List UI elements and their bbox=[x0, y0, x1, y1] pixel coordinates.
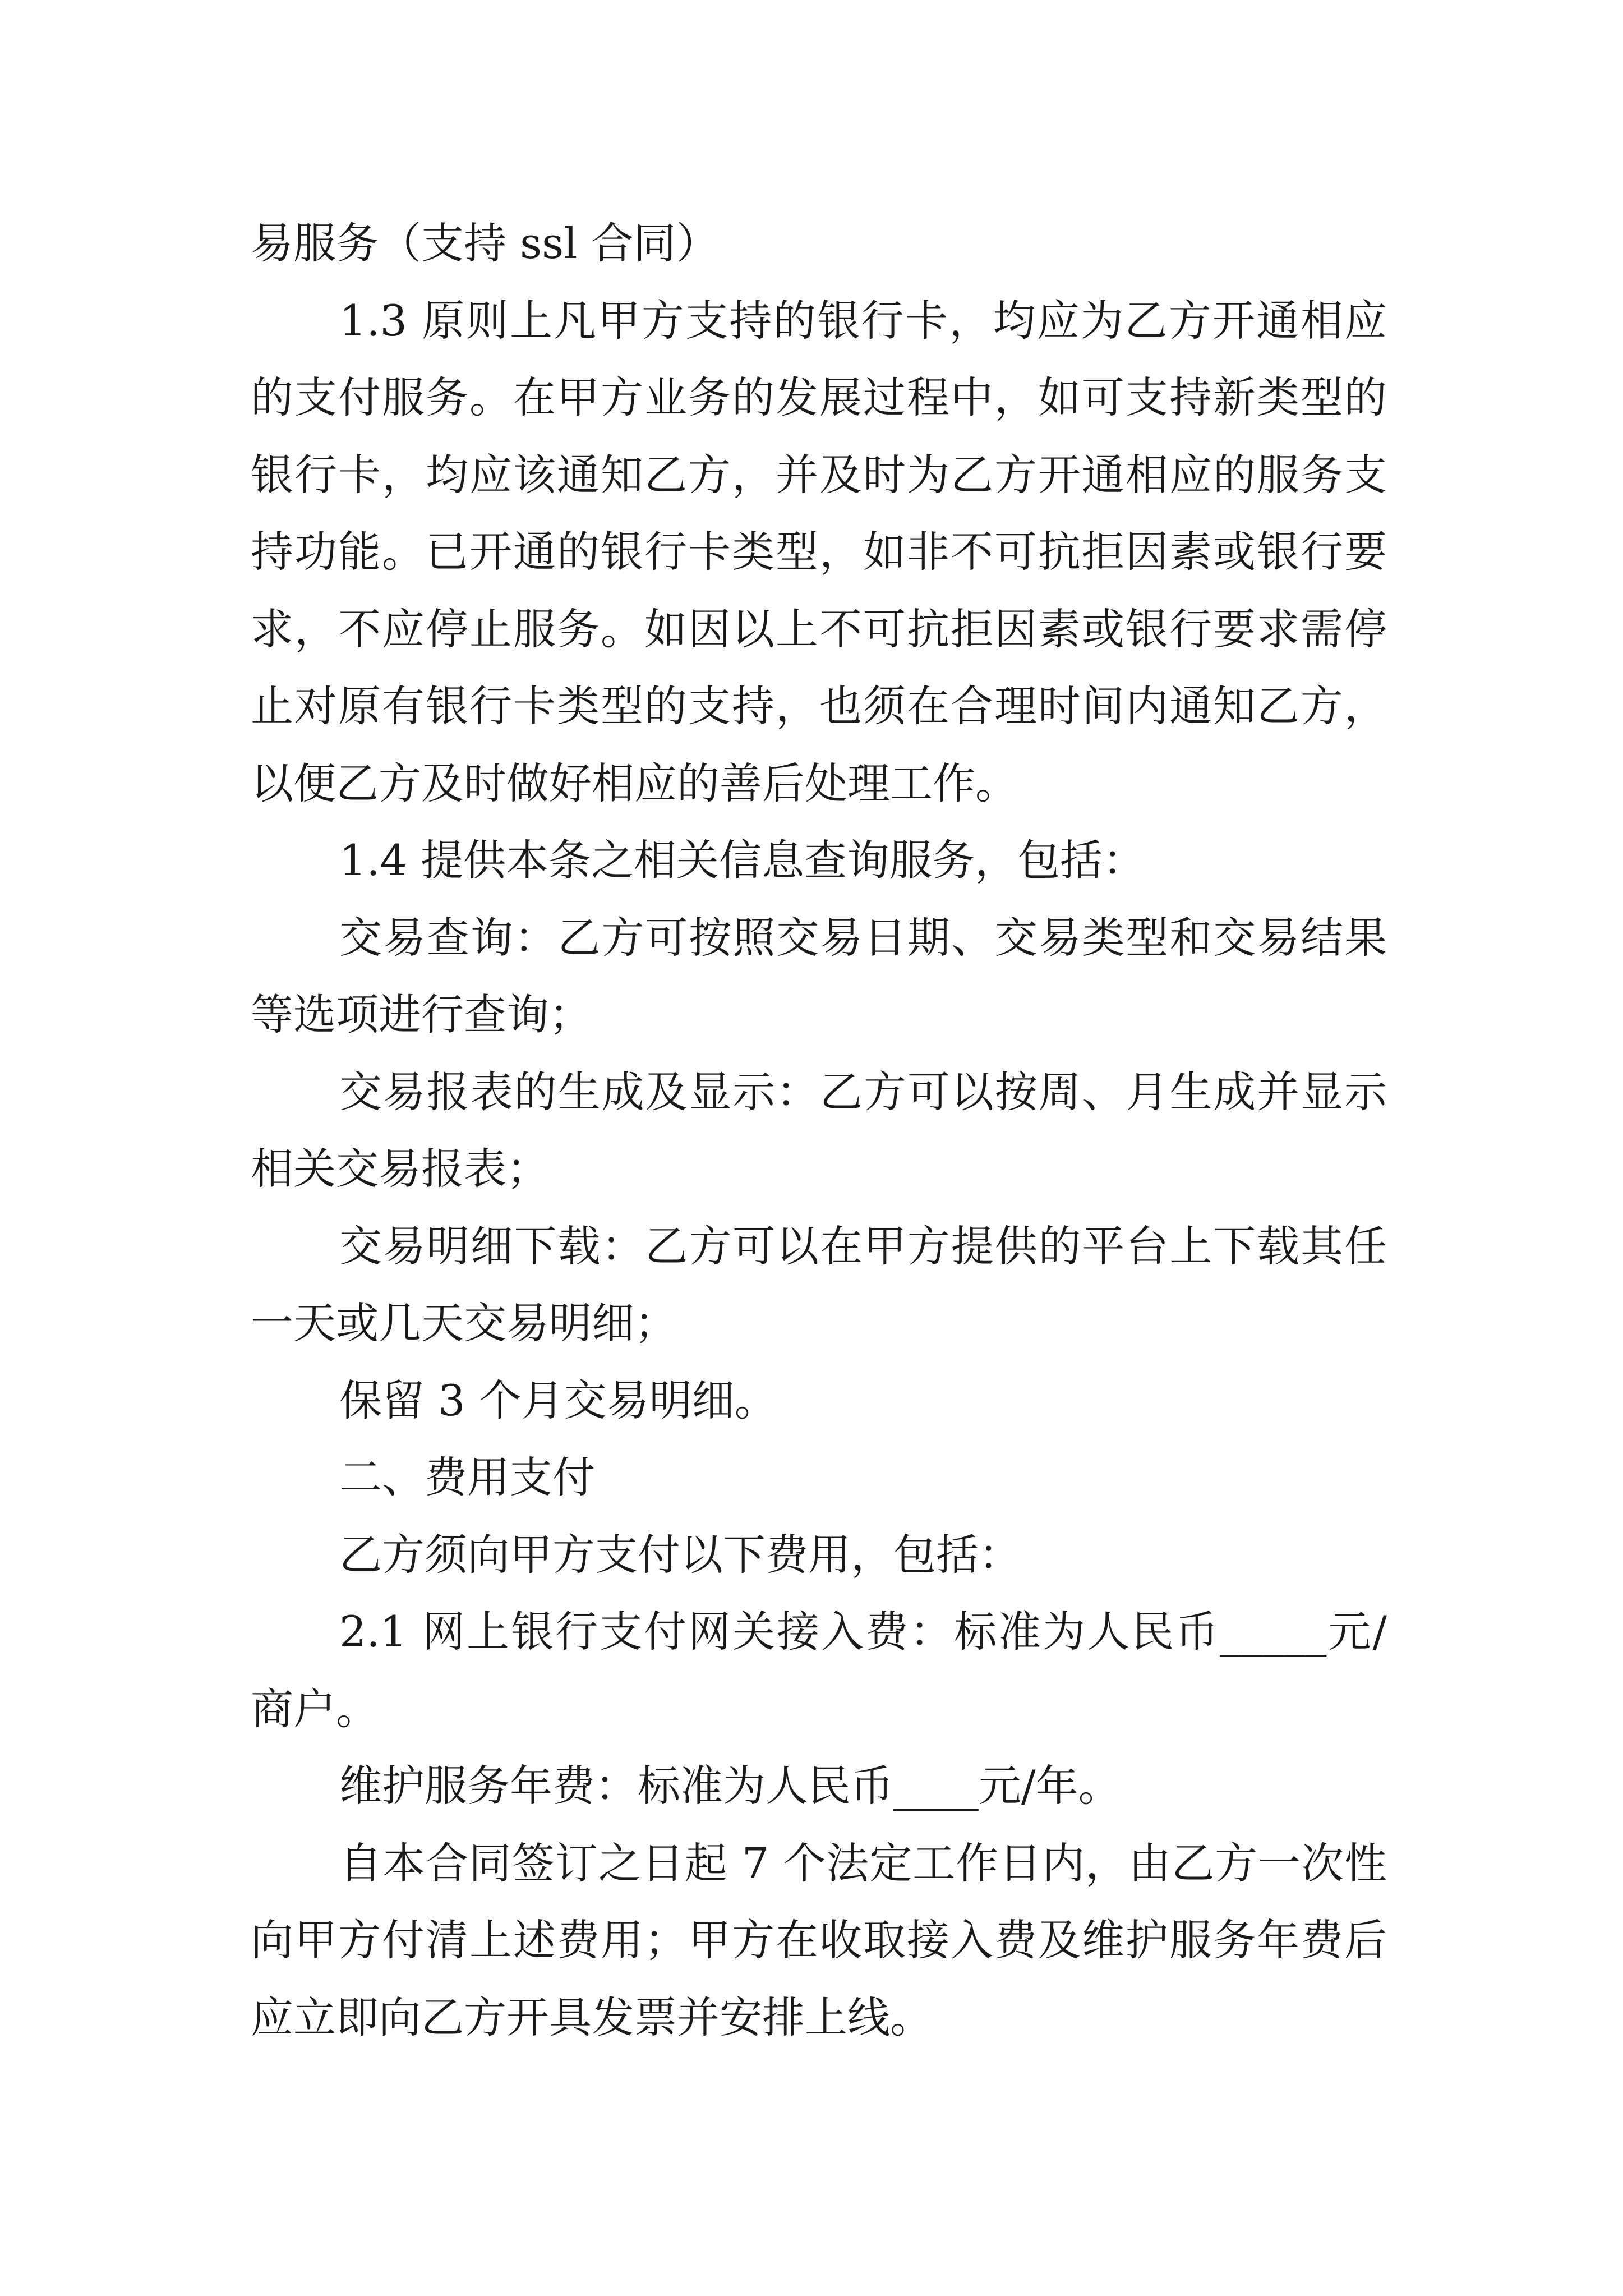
text-line: 等选项进行查询； bbox=[251, 990, 592, 1039]
text-line: 求，不应停止服务。如因以上不可抗拒因素或银行要求需停 bbox=[251, 604, 1387, 654]
text-line: 1.4 提供本条之相关信息查询服务，包括： bbox=[339, 835, 1146, 885]
text-line: 商户。 bbox=[251, 1683, 379, 1734]
paragraph-fees-intro bbox=[251, 1516, 1387, 1594]
paragraph-clause-1-4 bbox=[251, 822, 1387, 899]
text-line: 止对原有银行卡类型的支持，也须在合理时间内通知乙方， bbox=[251, 681, 1387, 731]
paragraph-clause-1-3 bbox=[251, 282, 1387, 822]
text-line: 易服务（支持 ssl 合同） bbox=[251, 218, 719, 268]
paragraph-clause-2-1 bbox=[251, 1593, 1387, 1747]
paragraph-transaction-report bbox=[251, 1053, 1387, 1208]
text-line: 一天或几天交易明细； bbox=[251, 1298, 677, 1348]
paragraph-transaction-download bbox=[251, 1208, 1387, 1362]
section-heading-fees bbox=[251, 1439, 1387, 1516]
text-line: 自本合同签订之日起 7 个法定工作日内，由乙方一次性 bbox=[339, 1838, 1387, 1888]
paragraph-payment-terms bbox=[251, 1825, 1387, 2056]
text-line: 1.3 原则上凡甲方支持的银行卡，均应为乙方开通相应 bbox=[339, 295, 1387, 346]
text-line: 应立即向乙方开具发票并安排上线。 bbox=[251, 1992, 933, 2042]
text-line: 的支付服务。在甲方业务的发展过程中，如可支持新类型的 bbox=[251, 372, 1387, 422]
text-line: 交易明细下载：乙方可以在甲方提供的平台上下载其任 bbox=[339, 1221, 1387, 1271]
text-line: 维护服务年费：标准为人民币____元/年。 bbox=[339, 1761, 1121, 1811]
paragraph-transaction-query bbox=[251, 899, 1387, 1053]
section-heading: 二、费用支付 bbox=[339, 1452, 595, 1502]
text-line: 银行卡，均应该通知乙方，并及时为乙方开通相应的服务支 bbox=[251, 449, 1387, 500]
text-line: 相关交易报表； bbox=[251, 1144, 549, 1194]
paragraph-maintenance-fee bbox=[251, 1747, 1387, 1825]
text-line: 乙方须向甲方支付以下费用，包括： bbox=[339, 1529, 1021, 1580]
text-line: 2.1 网上银行支付网关接入费：标准为人民币_____元/ bbox=[339, 1607, 1387, 1657]
text-line: 交易查询：乙方可按照交易日期、交易类型和交易结果 bbox=[339, 912, 1387, 963]
text-line: 向甲方付清上述费用；甲方在收取接入费及维护服务年费后 bbox=[251, 1915, 1387, 1965]
text-line: 保留 3 个月交易明细。 bbox=[339, 1375, 777, 1425]
text-line: 持功能。已开通的银行卡类型，如非不可抗拒因素或银行要 bbox=[251, 527, 1387, 577]
paragraph-retention bbox=[251, 1362, 1387, 1439]
text-line: 交易报表的生成及显示：乙方可以按周、月生成并显示 bbox=[339, 1066, 1387, 1117]
paragraph-continued-service bbox=[251, 205, 1387, 282]
text-line: 以便乙方及时做好相应的善后处理工作。 bbox=[251, 758, 1018, 808]
